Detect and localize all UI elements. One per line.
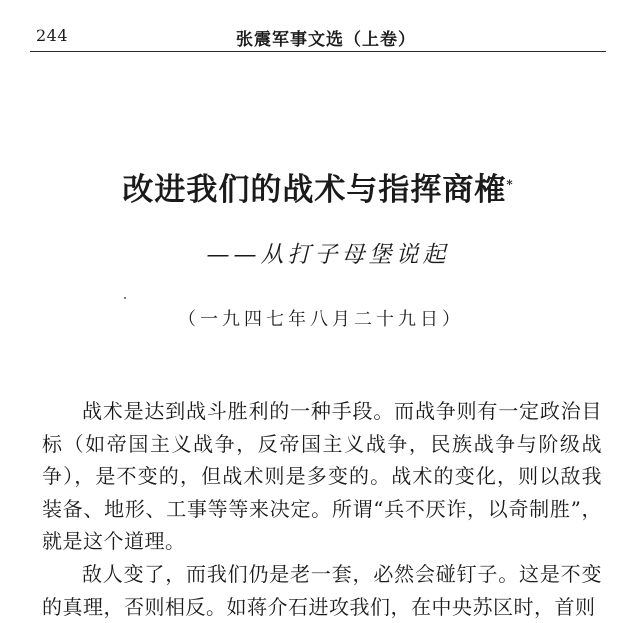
paragraph: 战术是达到战斗胜利的一种手段。而战争则有一定政治目标（如帝国主义战争，反帝国主义战争，民族战争与阶级战争），是不变的，但战术则是多变的。战术的变化，则以敌我装备、地形、工事等等来决定。所谓“兵不厌诈，以奇制胜”，就是这个道理。 — [42, 399, 602, 554]
article-date: （一九四七年八月二十九日） — [178, 309, 464, 330]
title-footnote-mark: * — [506, 177, 514, 192]
paragraph: 敌人变了，而我们仍是老一套，必然会碰钉子。这是不变的真理，否则相反。如蒋介石进攻我们，在中央苏区时，首则 — [42, 561, 602, 619]
article-title-text: 改进我们的战术与指挥商榷 — [122, 172, 507, 208]
running-head: 张震军事文选（上卷） — [236, 30, 416, 50]
article-title — [0, 164, 636, 209]
page-number: 244 — [36, 26, 69, 45]
header-rule — [30, 51, 606, 52]
print-speck — [124, 297, 126, 299]
page-header — [0, 0, 636, 60]
article-body — [42, 395, 602, 623]
article-subtitle: ——从打子母堡说起 — [206, 242, 450, 268]
